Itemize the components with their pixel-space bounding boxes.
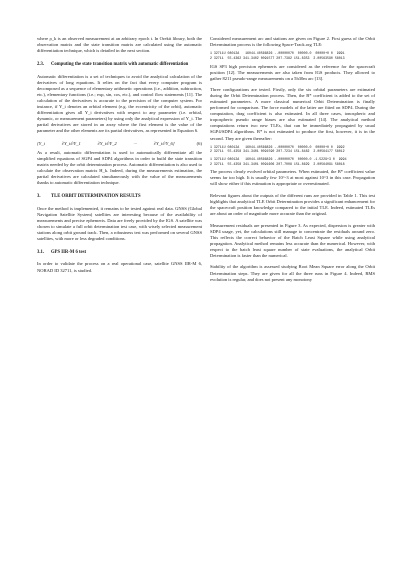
section-title: GPS IIR-M 6 test <box>51 249 87 255</box>
section-number: 2.3. <box>37 62 45 68</box>
section-title: Computing the state transition matrix with automatic differentiation <box>51 62 189 68</box>
equation-term: ∂Y_i/∂Y_1 <box>61 140 81 146</box>
paragraph-igs: IGS SP3 high precision ephemeris are considered as the reference for the spacecraft position [12]. The measurements are also taken from IGS products. They allowed to gather 8211 pseudo-range measurements on a 5h30m arc [13]. <box>210 63 375 81</box>
equation-6 <box>37 140 202 147</box>
equation-term: ∂Y_i/∂Y_2 <box>97 140 117 146</box>
paragraph-configurations: Three configurations are tested. Firstly, only the six orbital parameters are estimated during the Orbit Determination process. Then, the B* coefficient is added to the set of estimated parameters. A more classical numerical Orbit Determination is finally performed for comparison. The force models of the latter are fitted on SDP4. During the computation, drag coefficient is also estimated. In all three cases, ionospheric and tropospheric pseudo range biases are also estimated [14]. The analytical method computations return two new TLEs, that can be immediately propagated by usual SGP4/SDP4 algorithms. B* is not estimated to produce the first, however, it is in the second. They are given thereafter: <box>210 87 375 141</box>
tle-line: 2 32711 55.4358 341.3401 0091590 207.7234 151.8482 2.00564177 58012 <box>210 149 345 154</box>
equation-number: (6) <box>196 140 202 146</box>
tle-estimated-second <box>210 157 375 166</box>
paragraph-relevant-figures: Relevant figures about the outputs of the different runs are provided in Table 1. This test highlights that analytical TLE Orbit Determination provides a significant enhancement for the spacecraft position knowledge compared to the initial TLE. Indeed, estimated TLEs are about an order of magnitude more accurate than the original. <box>210 193 375 217</box>
paragraph-results: Once the method is implemented, it remains to be tested against real data. GNSS (Global Navigation Satellite System) satellites are interesting because of the availability of measurements and precise ephemeris. Data are freely provided by the IGS. A satellite was chosen to simulate a full orbit determination test case, with wisely selected measurement stations along orbit ground track. Then, a robustness test was performed on several GNSS satellites, with more or less degraded conditions. <box>37 205 202 241</box>
tle-line: 1 32711U 08012A 16044.40566826 -.00000070 00000-0 00000+0 0 9992 <box>210 144 345 149</box>
paragraph-intro: where ρ_k is an observed measurement at an arbitrary epoch t. In Orekit library, both the observation matrix and the state transition matrix are calculated using the automatic differentiation technique, which is detailed in the next section. <box>37 36 202 54</box>
tle-line: 2 32711 55.4358 341.3401 0091606 207.7008 151.8629 2.00564091 58018 <box>210 161 345 166</box>
tle-line: 1 32711U 08012A 16044.40566826 -.00000070 00000-0 -1.5229+3 0 9994 <box>210 156 347 161</box>
section-number: 3. <box>37 193 41 199</box>
section-title: TLE ORBIT DETERMINATION RESULTS <box>51 193 141 199</box>
paragraph-automatic-differentiation: Automatic differentiation is a set of techniques to avoid the analytical calculation of the derivatives of long equations. It relies on the fact that every computer program is decomposed as a sequence of elementary arithmetic operations (i.e., addition, subtraction, etc.), elementary functions (i.e.; exp, sin, cos, etc.), and control flow statements [11]. The calculation of the derivatives is accurate to the precision of the computer system. For instance, if Y_i denotes an orbital element (e.g. the eccentricity of the orbit), automatic differentiation gives all Y_i derivatives with respect to any parameter (i.e. orbital, dynamic, or measurement parameters) by using only the analytical expression of Y_i. The partial derivatives are stored in an array where the first element is the value of the parameter and the other elements are its partial derivatives, as represented in Equation 6. <box>37 73 202 134</box>
tle-line: 2 32711 55.4362 341.3402 0091577 207.7382 151.8353 2.00563590 58013 <box>210 55 345 60</box>
tle-estimated-first <box>210 145 375 154</box>
section-heading-automatic-differentiation <box>37 62 202 68</box>
paragraph-arc: Considered measurement arc and stations are given on Figure 2. First guess of the Orbit Determination process is the following Space-Track.org TLE: <box>210 36 375 48</box>
left-column <box>37 36 202 274</box>
equation-term: ∂Y_i/∂Y_6] <box>153 140 175 146</box>
paragraph-gps: In order to validate the process on a real operational case, satellite GNSS IIR-M 6, NORAD ID 32711, is studied. <box>37 261 202 273</box>
paragraph-process: The process clearly evolved orbital parameters. When estimated, the B* coefficient value seems far too high. It is usually few 10^-3 at most against 10^3 in this case. Propagation will show either if this estimation is appropriate or overestimated. <box>210 169 375 187</box>
equation-term: ··· <box>133 140 137 146</box>
section-number: 3.1. <box>37 249 45 255</box>
paragraph-stability: Stability of the algorithm is assessed studying Root Mean Square error along the Orbit Determination steps. They are given for all the three runs in Figure 4. Indeed, RMS evolution is regular, and does not present any monotony <box>210 264 375 282</box>
tle-line: 1 32711U 08012A 16044.40566826 -.00000070 00000-0 00000+0 0 9991 <box>210 51 345 56</box>
right-column <box>210 36 375 283</box>
paragraph-result: As a result, automatic differentiation is used to automatically differentiate all the simplified equations of SGP4 and SDP4 algorithms in order to build the state transition matrix needed by the orbit determination process. Automatic differentiation is also used to calculate the observation matrix H_k. Indeed, during the measurements estimation, the partial derivatives are calculated simultaneously with the value of the measurements thanks to automatic differentiation technique. <box>37 149 202 185</box>
paragraph-residuals: Measurement residuals are presented in Figure 3. As expected, dispersion is greater with SDP4 usage, yet, the calculations still manage to concentrate the residuals around zero. This reflects the correct behavior of the Batch Least Square while using analytical propagation. Analytical method remains less accurate than the numerical. However, with respect to the batch least square number of state evaluations, the analytical Orbit Determination is faster than the numerical. <box>210 222 375 258</box>
equation-term: [Y_i <box>37 140 45 146</box>
tle-initial <box>210 51 375 60</box>
